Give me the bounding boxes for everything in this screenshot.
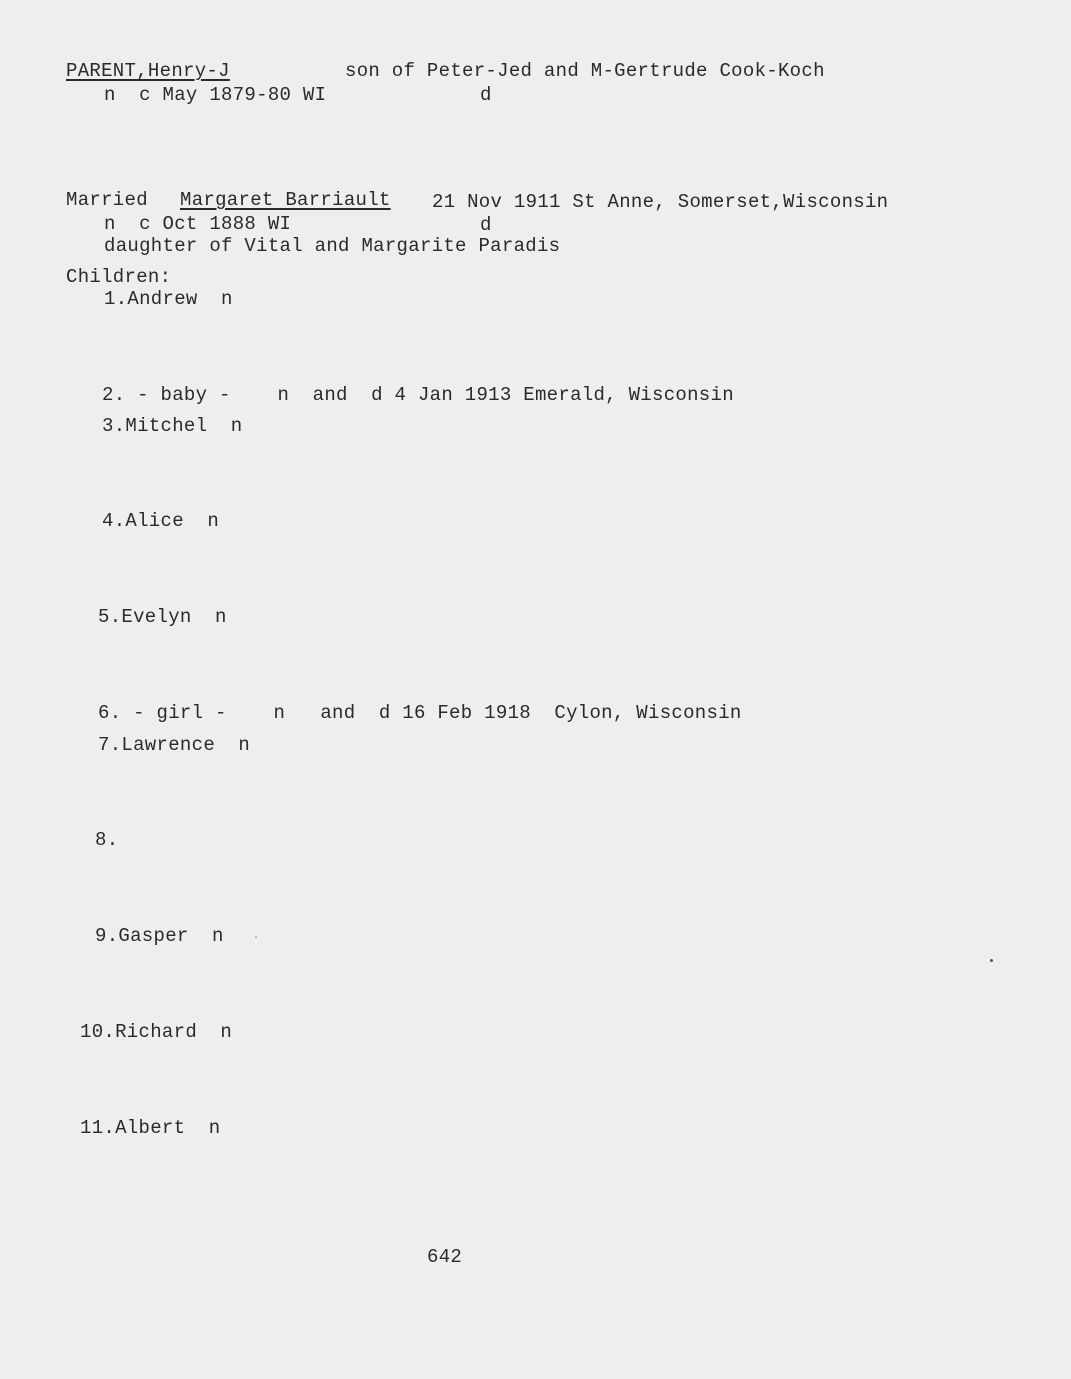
child-6: 6. - girl - n and d 16 Feb 1918 Cylon, Wisconsin (98, 702, 742, 724)
child-2: 2. - baby - n and d 4 Jan 1913 Emerald, Wisconsin (102, 384, 734, 406)
child-10: 10.Richard n (80, 1021, 233, 1043)
paper-speck (255, 936, 257, 938)
child-8: 8. (95, 829, 119, 851)
children-label: Children: (66, 266, 172, 288)
marriage-date-place: 21 Nov 1911 St Anne, Somerset,Wisconsin (432, 191, 889, 213)
child-11: 11.Albert n (80, 1117, 221, 1139)
spouse-name: Margaret Barriault (180, 189, 391, 211)
paper-speck (990, 959, 993, 962)
child-1: 1.Andrew n (104, 288, 233, 310)
spouse-parents: daughter of Vital and Margarite Paradis (104, 235, 561, 257)
child-4: 4.Alice n (102, 510, 220, 532)
subject-parents: son of Peter-Jed and M-Gertrude Cook-Koch (345, 60, 825, 82)
subject-name: PARENT,Henry-J (66, 60, 230, 82)
page-number: 642 (427, 1246, 463, 1268)
child-5: 5.Evelyn n (98, 606, 227, 628)
child-9: 9.Gasper n (95, 925, 224, 947)
subject-born: n c May 1879-80 WI (104, 84, 327, 106)
child-3: 3.Mitchel n (102, 415, 243, 437)
spouse-born: n c Oct 1888 WI (104, 213, 292, 235)
spouse-died: d (480, 214, 492, 236)
subject-died: d (480, 84, 492, 106)
child-7: 7.Lawrence n (98, 734, 251, 756)
married-label: Married (66, 189, 148, 211)
